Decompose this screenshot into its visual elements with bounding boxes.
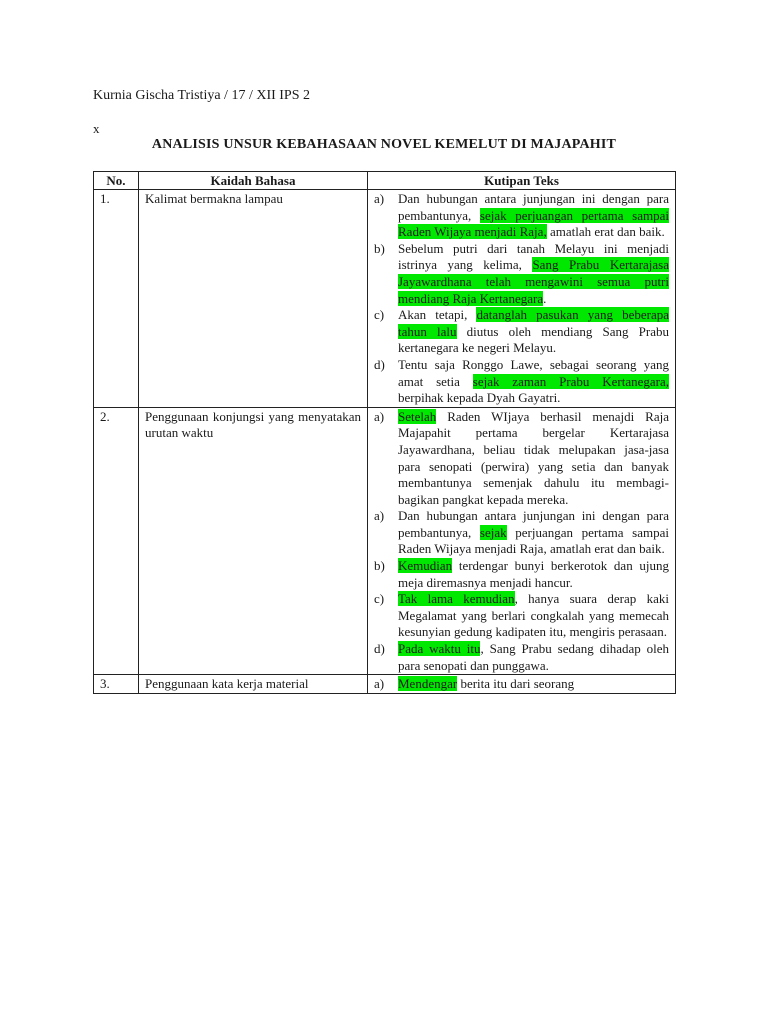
quote-list bbox=[374, 409, 669, 675]
highlighted-phrase: sejak zaman Prabu Kertanegara, bbox=[472, 373, 669, 389]
author-line: Kurnia Gischa Tristiya / 17 / XII IPS 2 bbox=[93, 88, 310, 103]
quote-item bbox=[374, 191, 669, 241]
quote-label: b) bbox=[374, 558, 385, 574]
header-kutipan-teks: Kutipan Teks bbox=[368, 172, 676, 190]
highlighted-phrase: datanglah pasukan yang beberapa tahun lalu bbox=[398, 307, 669, 339]
quote-text: Raden WIjaya berhasil menajdi Raja Majapahit pertama bergelar Kertarajasa Jayawardhana, beliau tidak melupakan jasa-jasa para senopati (perwira) yang setia dan banyak membantunya semenjak dahulu itu membagi-bagikan pangkat kepada mereka. bbox=[398, 408, 669, 507]
stray-mark: x bbox=[93, 121, 100, 136]
quote-text: Dan hubungan antara junjungan ini dengan para pembantunya, bbox=[398, 508, 669, 540]
quote-text: Akan tetapi, bbox=[398, 307, 477, 323]
quote-item bbox=[374, 676, 669, 693]
table-row bbox=[94, 407, 676, 675]
header-no: No. bbox=[94, 172, 139, 190]
quote-item bbox=[374, 558, 669, 591]
quote-label: c) bbox=[374, 307, 385, 323]
quote-label: c) bbox=[374, 591, 385, 607]
quote-text: berita itu dari seorang bbox=[457, 676, 575, 692]
row-number: 3. bbox=[94, 675, 139, 694]
quote-label: d) bbox=[374, 356, 385, 372]
rule-cell bbox=[139, 190, 368, 408]
highlighted-phrase: Mendengar bbox=[398, 676, 458, 692]
quote-label: d) bbox=[374, 641, 385, 657]
quote-item bbox=[374, 508, 669, 558]
quote-text: . bbox=[543, 290, 547, 306]
quote-list bbox=[374, 676, 669, 693]
highlighted-phrase: sejak bbox=[479, 524, 507, 540]
quote-label: a) bbox=[374, 191, 385, 206]
highlighted-phrase: Sang Prabu Kertarajasa Jayawardhana telah mengawini semua putri mendiang Raja Kertanegara bbox=[398, 257, 669, 306]
document-title: ANALISIS UNSUR KEBAHASAAN NOVEL KEMELUT DI MAJAPAHIT bbox=[151, 137, 617, 152]
quote-text: Dan hubungan antara junjungan ini dengan para pembantunya, bbox=[398, 191, 669, 223]
row-number: 2. bbox=[94, 407, 139, 675]
analysis-table bbox=[93, 171, 676, 694]
table-header-row bbox=[94, 172, 676, 190]
quote-text: , Sang Prabu sedang dihadap oleh para senopati dan punggawa. bbox=[398, 641, 669, 673]
rule-cell bbox=[139, 407, 368, 675]
quote-text: Sebelum putri dari tanah Melayu ini menjadi istrinya yang kelima, bbox=[398, 240, 669, 273]
quote-text: Tentu saja Ronggo Lawe, sebagai seorang yang amat setia bbox=[398, 356, 669, 389]
quote-item bbox=[374, 241, 669, 307]
quote-text: amatlah erat dan baik. bbox=[546, 224, 665, 240]
quote-item bbox=[374, 357, 669, 407]
quote-label: a) bbox=[374, 408, 385, 424]
quote-label: a) bbox=[374, 508, 385, 524]
quote-item bbox=[374, 641, 669, 674]
quote-text: berpihak kepada Dyah Gayatri. bbox=[398, 390, 561, 406]
quote-list bbox=[374, 191, 669, 407]
highlighted-phrase: sejak perjuangan pertama sampai Raden Wijaya menjadi Raja, bbox=[398, 207, 669, 240]
row-number: 1. bbox=[94, 190, 139, 408]
quote-label: a) bbox=[374, 676, 385, 692]
table-body bbox=[94, 190, 676, 694]
header-kaidah-bahasa: Kaidah Bahasa bbox=[139, 172, 368, 190]
rule-text: Kalimat bermakna lampau bbox=[145, 191, 283, 206]
quote-item bbox=[374, 307, 669, 357]
highlighted-phrase: Pada waktu itu bbox=[398, 641, 481, 657]
rule-cell bbox=[139, 675, 368, 694]
quote-text: , hanya suara derap kaki Megalamat yang berlari congkalah yang memecah kesunyian gedung kadipaten itu, mengiris perasaan. bbox=[398, 591, 669, 640]
quotes-cell bbox=[368, 675, 676, 694]
quote-item bbox=[374, 591, 669, 641]
highlighted-phrase: Kemudian bbox=[398, 558, 453, 574]
quote-label: b) bbox=[374, 240, 385, 256]
quotes-cell bbox=[368, 407, 676, 675]
quote-text: perjuangan pertama sampai Raden Wijaya menjadi Raja, amatlah erat dan baik. bbox=[398, 524, 669, 557]
table-row bbox=[94, 190, 676, 408]
quotes-cell bbox=[368, 190, 676, 408]
highlighted-phrase: Setelah bbox=[398, 408, 437, 424]
rule-text: Penggunaan konjungsi yang menyatakan urutan waktu bbox=[145, 408, 361, 441]
highlighted-phrase: Tak lama kemudian bbox=[398, 591, 515, 607]
table-row bbox=[94, 675, 676, 694]
rule-text: Penggunaan kata kerja material bbox=[145, 676, 309, 692]
quote-text: terdengar bunyi berkerotok dan ujung meja diremasnya menjadi hancur. bbox=[398, 558, 669, 590]
quote-item bbox=[374, 409, 669, 509]
quote-text: diutus oleh mendiang Sang Prabu kertanegara ke negeri Melayu. bbox=[398, 323, 669, 356]
